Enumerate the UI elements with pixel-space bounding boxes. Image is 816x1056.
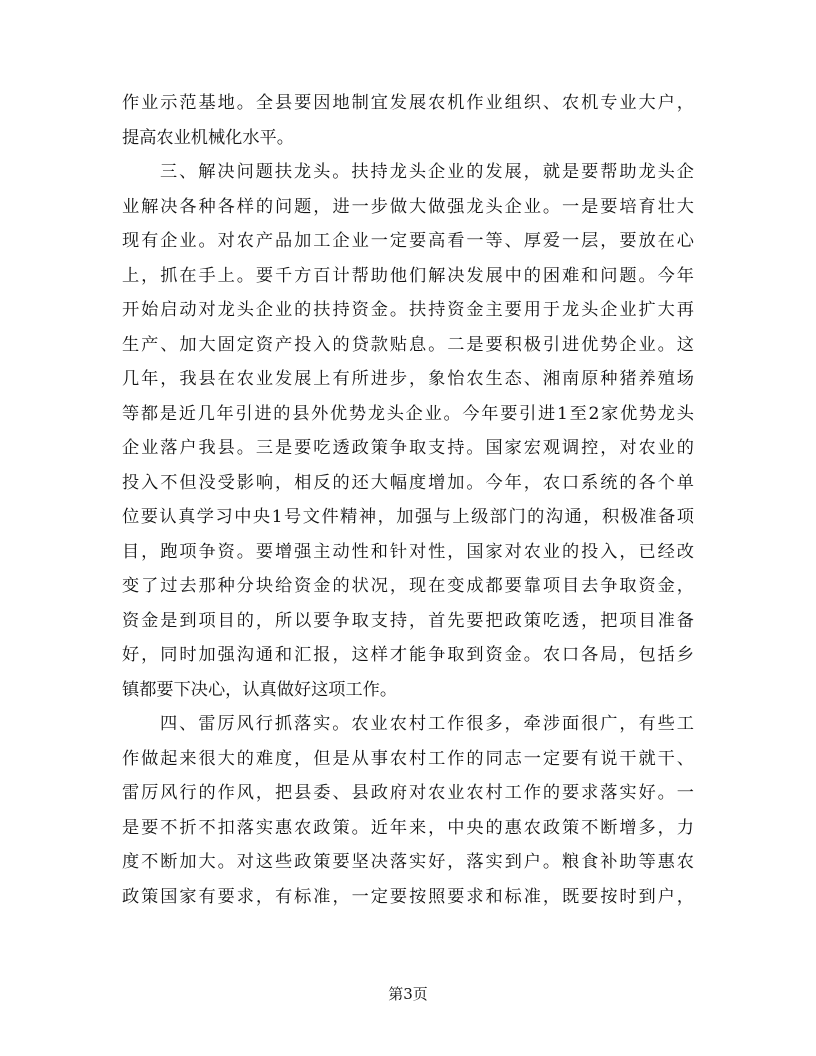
text-line: 四、雷厉风行抓落实。农业农村工作很多，牵涉面很广，有些工 — [160, 714, 694, 734]
text-line: 政策国家有要求，有标准，一定要按照要求和标准，既要按时到户， — [122, 886, 694, 907]
text-line: 三、解决问题扶龙头。扶持龙头企业的发展，就是要帮助龙头企 — [160, 162, 694, 182]
text-line: 企业落户我县。三是要吃透政策争取支持。国家宏观调控，对农业的 — [122, 438, 694, 458]
text-line: 开始启动对龙头企业的扶持资金。扶持资金主要用于龙头企业扩大再 — [122, 300, 694, 320]
text-line: 等都是近几年引进的县外优势龙头企业。今年要引进1至2家优势龙头 — [122, 403, 694, 424]
text-line: 上，抓在手上。要千方百计帮助他们解决发展中的困难和问题。今年 — [122, 265, 694, 286]
text-line: 几年，我县在农业发展上有所进步，象怡农生态、湘南原种猪养殖场 — [122, 369, 694, 389]
text-line: 作业示范基地。全县要因地制宜发展农机作业组织、农机专业大户， — [122, 93, 694, 113]
text-line: 变了过去那种分块给资金的状况，现在变成都要靠项目去争取资金， — [122, 576, 694, 596]
text-line: 雷厉风行的作风，把县委、县政府对农业农村工作的要求落实好。一 — [122, 783, 694, 803]
text-line: 作做起来很大的难度，但是从事农村工作的同志一定要有说干就干、 — [122, 748, 694, 769]
text-line: 位要认真学习中央1号文件精神，加强与上级部门的沟通，积极准备项 — [122, 507, 694, 527]
text-line: 业解决各种各样的问题，进一步做大做强龙头企业。一是要培育壮大 — [122, 196, 694, 217]
page-number: 第3页 — [388, 985, 428, 1003]
text-line: 好，同时加强沟通和汇报，这样才能争取到资金。农口各局，包括乡 — [122, 645, 694, 665]
text-line: 是要不折不扣落实惠农政策。近年来，中央的惠农政策不断增多，力 — [122, 817, 694, 838]
text-line: 生产、加大固定资产投入的贷款贴息。二是要积极引进优势企业。这 — [122, 334, 694, 355]
text-line: 目，跑项争资。要增强主动性和针对性，国家对农业的投入，已经改 — [122, 541, 694, 562]
text-line: 度不断加大。对这些政策要坚决落实好，落实到户。粮食补助等惠农 — [122, 852, 694, 872]
document-body — [122, 86, 694, 914]
text-line: 投入不但没受影响，相反的还大幅度增加。今年，农口系统的各个单 — [122, 472, 694, 493]
text-line: 现有企业。对农产品加工企业一定要高看一等、厚爱一层，要放在心 — [122, 231, 694, 251]
text-line: 资金是到项目的，所以要争取支持，首先要把政策吃透，把项目准备 — [122, 610, 694, 631]
text-line: 镇都要下决心，认真做好这项工作。 — [122, 679, 398, 700]
text-line: 提高农业机械化水平。 — [122, 127, 294, 148]
